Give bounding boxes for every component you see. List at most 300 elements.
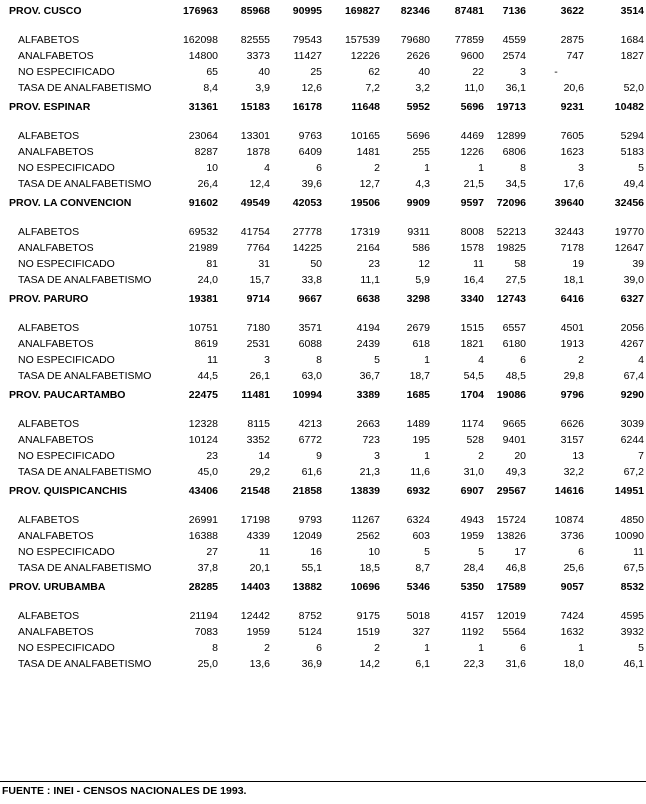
data-cell: 14 <box>258 450 270 462</box>
table-row <box>0 176 646 192</box>
data-cell: 12442 <box>240 610 270 622</box>
row-label: NO ESPECIFICADO <box>18 546 115 558</box>
data-cell: 52213 <box>496 226 526 238</box>
data-cell: 23064 <box>188 130 218 142</box>
province-name: PROV. PAUCARTAMBO <box>9 389 126 401</box>
row-label: NO ESPECIFICADO <box>18 642 115 654</box>
table-row <box>0 352 646 368</box>
data-cell: 1 <box>424 642 430 654</box>
data-cell: 157539 <box>344 34 380 46</box>
data-cell: 8,7 <box>415 562 430 574</box>
province-total-cell: 9909 <box>406 197 430 209</box>
data-cell: 6772 <box>298 434 322 446</box>
data-cell: 2574 <box>502 50 526 62</box>
data-cell: 19825 <box>496 242 526 254</box>
data-cell: 1481 <box>356 146 380 158</box>
row-label: NO ESPECIFICADO <box>18 162 115 174</box>
province-total-cell: 82346 <box>400 5 430 17</box>
data-cell: 21,5 <box>463 178 484 190</box>
spacer-row <box>0 22 646 32</box>
province-total-cell: 85968 <box>240 5 270 17</box>
data-cell: 27778 <box>292 226 322 238</box>
data-cell: 7178 <box>560 242 584 254</box>
data-cell: 9600 <box>460 50 484 62</box>
table-row <box>0 512 646 528</box>
row-label: TASA DE ANALFABETISMO <box>18 178 152 190</box>
province-total-cell: 19713 <box>496 101 526 113</box>
data-cell: 1 <box>578 642 584 654</box>
spacer-cell <box>0 598 646 608</box>
data-cell: 49,3 <box>505 466 526 478</box>
province-total-cell: 32456 <box>614 197 644 209</box>
province-total-cell: 91602 <box>188 197 218 209</box>
province-total-cell: 10482 <box>614 101 644 113</box>
data-cell: 14225 <box>292 242 322 254</box>
data-cell: 6 <box>316 162 322 174</box>
data-cell: 79543 <box>292 34 322 46</box>
data-cell: 6324 <box>406 514 430 526</box>
province-total-cell: 31361 <box>188 101 218 113</box>
data-cell: 19770 <box>614 226 644 238</box>
data-cell: 82555 <box>240 34 270 46</box>
data-cell: 3373 <box>246 50 270 62</box>
table-row <box>0 224 646 240</box>
data-cell: 7083 <box>194 626 218 638</box>
data-cell: 2562 <box>356 530 380 542</box>
data-cell: 6244 <box>620 434 644 446</box>
data-cell: 33,8 <box>301 274 322 286</box>
data-cell: 1 <box>424 450 430 462</box>
data-cell: 15,7 <box>249 274 270 286</box>
spacer-cell <box>0 502 646 512</box>
data-cell: 50 <box>310 258 322 270</box>
province-row <box>0 192 646 214</box>
spacer-cell <box>0 22 646 32</box>
row-label: ANALFABETOS <box>18 50 94 62</box>
data-cell: 4213 <box>298 418 322 430</box>
data-cell: 1913 <box>560 338 584 350</box>
data-cell: 29,2 <box>249 466 270 478</box>
data-cell: 19 <box>572 258 584 270</box>
province-total-cell: 10994 <box>292 389 322 401</box>
province-total-cell: 12743 <box>496 293 526 305</box>
data-cell: 13301 <box>240 130 270 142</box>
data-cell: 11267 <box>351 514 380 526</box>
table-row <box>0 32 646 48</box>
data-cell: 12,4 <box>249 178 270 190</box>
data-cell: 28,4 <box>463 562 484 574</box>
data-cell: 10165 <box>350 130 380 142</box>
data-cell: 15724 <box>496 514 526 526</box>
data-cell: 5 <box>638 162 644 174</box>
row-label: NO ESPECIFICADO <box>18 450 115 462</box>
data-cell: 10090 <box>614 530 644 542</box>
data-cell: 7 <box>638 450 644 462</box>
data-cell: 1821 <box>460 338 484 350</box>
data-cell: 48,5 <box>505 370 526 382</box>
data-cell: 27 <box>206 546 218 558</box>
province-name: PROV. CUSCO <box>9 5 82 17</box>
data-cell: 3,2 <box>415 82 430 94</box>
data-cell: 67,5 <box>623 562 644 574</box>
spacer-row <box>0 406 646 416</box>
data-cell: 21,3 <box>359 466 380 478</box>
province-total-cell: 6638 <box>356 293 380 305</box>
data-cell: 81 <box>206 258 218 270</box>
province-name: PROV. LA CONVENCION <box>9 197 132 209</box>
data-cell: 4,3 <box>415 178 430 190</box>
data-cell: 5294 <box>620 130 644 142</box>
data-cell: 2056 <box>620 322 644 334</box>
province-total-cell: 3622 <box>560 5 584 17</box>
province-row <box>0 384 646 406</box>
data-cell: 4559 <box>502 34 526 46</box>
province-total-cell: 43406 <box>188 485 218 497</box>
data-cell: 12 <box>418 258 430 270</box>
data-cell: 6557 <box>502 322 526 334</box>
data-cell: 41754 <box>240 226 270 238</box>
data-cell: 39,6 <box>301 178 322 190</box>
data-cell: 22 <box>472 66 484 78</box>
data-cell: 31,0 <box>463 466 484 478</box>
data-cell: 6626 <box>560 418 584 430</box>
row-label: NO ESPECIFICADO <box>18 66 115 78</box>
data-cell: 1489 <box>406 418 430 430</box>
data-cell: 18,5 <box>359 562 380 574</box>
table-row <box>0 128 646 144</box>
data-cell: 29,8 <box>563 370 584 382</box>
row-label: ALFABETOS <box>18 418 80 430</box>
data-cell: 10 <box>206 162 218 174</box>
data-cell: 14,2 <box>359 658 380 670</box>
province-total-cell: 13839 <box>350 485 380 497</box>
province-total-cell: 11481 <box>241 389 270 401</box>
data-cell: 1878 <box>246 146 270 158</box>
data-cell: 18,1 <box>563 274 584 286</box>
province-total-cell: 19506 <box>350 197 380 209</box>
table-row <box>0 64 646 80</box>
province-total-cell: 5696 <box>460 101 484 113</box>
province-row <box>0 0 646 22</box>
table-row <box>0 160 646 176</box>
data-cell: 4943 <box>460 514 484 526</box>
data-cell: 2679 <box>406 322 430 334</box>
data-cell: 55,1 <box>301 562 322 574</box>
data-cell: 3039 <box>620 418 644 430</box>
data-cell: 12,6 <box>301 82 322 94</box>
data-cell: 40 <box>418 66 430 78</box>
province-total-cell: 9290 <box>620 389 644 401</box>
data-cell: 12647 <box>614 242 644 254</box>
province-total-cell: 21548 <box>240 485 270 497</box>
province-row <box>0 576 646 598</box>
data-cell: 12899 <box>496 130 526 142</box>
data-cell: 45,0 <box>197 466 218 478</box>
province-total-cell: 5952 <box>406 101 430 113</box>
data-cell: 69532 <box>188 226 218 238</box>
data-cell: 9665 <box>502 418 526 430</box>
data-cell: 26,4 <box>197 178 218 190</box>
data-cell: 8 <box>316 354 322 366</box>
province-total-cell: 7136 <box>502 5 526 17</box>
row-label: ANALFABETOS <box>18 338 94 350</box>
row-label: ALFABETOS <box>18 226 80 238</box>
data-cell: 1515 <box>460 322 484 334</box>
spacer-row <box>0 118 646 128</box>
data-cell <box>586 64 646 80</box>
province-total-cell: 14951 <box>614 485 644 497</box>
province-total-cell: 14616 <box>554 485 584 497</box>
data-cell: 62 <box>368 66 380 78</box>
data-cell: 8752 <box>298 610 322 622</box>
data-cell: 6180 <box>502 338 526 350</box>
data-cell: 7180 <box>246 322 270 334</box>
data-cell: 1578 <box>460 242 484 254</box>
data-cell: 2 <box>264 642 270 654</box>
province-total-cell: 21858 <box>292 485 322 497</box>
province-total-cell: 17589 <box>496 581 526 593</box>
data-cell: 4501 <box>560 322 584 334</box>
data-cell: 3 <box>520 66 526 78</box>
data-cell: 1174 <box>461 418 484 430</box>
data-cell: 7605 <box>560 130 584 142</box>
data-cell: 195 <box>412 434 430 446</box>
data-cell: 7424 <box>560 610 584 622</box>
data-cell: 12226 <box>350 50 380 62</box>
data-cell: 12,7 <box>359 178 380 190</box>
source-note: FUENTE : INEI - CENSOS NACIONALES DE 1993. <box>2 785 247 797</box>
data-cell: 723 <box>362 434 380 446</box>
data-cell: 21989 <box>188 242 218 254</box>
row-label: TASA DE ANALFABETISMO <box>18 370 152 382</box>
data-cell: 3 <box>578 162 584 174</box>
data-cell: 1 <box>478 162 484 174</box>
data-cell: 49,4 <box>623 178 644 190</box>
spacer-cell <box>0 214 646 224</box>
data-cell: 1226 <box>460 146 484 158</box>
data-cell: 1684 <box>620 34 644 46</box>
row-label: ANALFABETOS <box>18 434 94 446</box>
row-label: ALFABETOS <box>18 322 80 334</box>
province-total-cell: 19381 <box>188 293 218 305</box>
data-cell: 6 <box>578 546 584 558</box>
data-cell: - <box>554 66 558 78</box>
data-cell: 67,2 <box>623 466 644 478</box>
data-cell: 20,6 <box>563 82 584 94</box>
data-cell: 747 <box>566 50 584 62</box>
data-cell: 1192 <box>461 626 484 638</box>
data-cell: 7764 <box>246 242 270 254</box>
data-cell: 9763 <box>298 130 322 142</box>
spacer-row <box>0 310 646 320</box>
data-cell: 618 <box>412 338 430 350</box>
table-row <box>0 368 646 384</box>
data-cell: 13 <box>572 450 584 462</box>
data-cell: 4194 <box>356 322 380 334</box>
row-label: ANALFABETOS <box>18 530 94 542</box>
province-total-cell: 3340 <box>460 293 484 305</box>
data-cell: 10874 <box>554 514 584 526</box>
data-cell: 11,1 <box>360 274 380 286</box>
province-total-cell: 9231 <box>560 101 584 113</box>
data-cell: 11,6 <box>410 466 430 478</box>
data-cell: 23 <box>206 450 218 462</box>
data-cell: 63,0 <box>301 370 322 382</box>
table-row <box>0 608 646 624</box>
table-row <box>0 656 646 672</box>
data-cell: 255 <box>412 146 430 158</box>
data-cell: 36,1 <box>505 82 526 94</box>
data-cell: 37,8 <box>197 562 218 574</box>
table-row <box>0 624 646 640</box>
data-cell: 6088 <box>298 338 322 350</box>
data-cell: 36,9 <box>301 658 322 670</box>
data-cell: 8115 <box>247 418 270 430</box>
table-row <box>0 416 646 432</box>
data-cell: 2 <box>374 162 380 174</box>
data-cell: 4 <box>264 162 270 174</box>
province-name: PROV. QUISPICANCHIS <box>9 485 128 497</box>
data-cell: 11 <box>259 546 270 558</box>
data-cell: 12049 <box>292 530 322 542</box>
province-total-cell: 169827 <box>344 5 380 17</box>
data-cell: 39,0 <box>623 274 644 286</box>
row-label: TASA DE ANALFABETISMO <box>18 562 152 574</box>
spacer-cell <box>0 310 646 320</box>
province-total-cell: 87481 <box>454 5 484 17</box>
data-cell: 11 <box>633 546 644 558</box>
province-total-cell: 9057 <box>560 581 584 593</box>
data-cell: 21194 <box>189 610 218 622</box>
province-name: PROV. ESPINAR <box>9 101 91 113</box>
table-row <box>0 640 646 656</box>
province-total-cell: 5350 <box>460 581 484 593</box>
data-cell: 9175 <box>356 610 380 622</box>
province-total-cell: 5346 <box>406 581 430 593</box>
data-cell: 14800 <box>188 50 218 62</box>
province-total-cell: 72096 <box>496 197 526 209</box>
data-cell: 22,3 <box>463 658 484 670</box>
spacer-cell <box>0 118 646 128</box>
data-cell: 1827 <box>620 50 644 62</box>
data-cell: 5124 <box>298 626 322 638</box>
data-cell: 8,4 <box>203 82 218 94</box>
data-cell: 1 <box>424 162 430 174</box>
data-cell: 9401 <box>502 434 526 446</box>
province-total-cell: 6327 <box>620 293 644 305</box>
data-cell: 26991 <box>188 514 218 526</box>
province-total-cell: 14403 <box>240 581 270 593</box>
table-row <box>0 256 646 272</box>
table-row <box>0 80 646 96</box>
data-cell: 4 <box>638 354 644 366</box>
data-cell: 36,7 <box>359 370 380 382</box>
data-cell: 1519 <box>356 626 380 638</box>
data-cell: 528 <box>466 434 484 446</box>
row-label: ALFABETOS <box>18 610 80 622</box>
data-cell: 26,1 <box>249 370 270 382</box>
data-cell: 46,8 <box>505 562 526 574</box>
data-cell: 16,4 <box>463 274 484 286</box>
province-name: PROV. PARURO <box>9 293 89 305</box>
data-cell: 5183 <box>620 146 644 158</box>
data-cell: 17319 <box>350 226 380 238</box>
data-cell: 25,6 <box>563 562 584 574</box>
table-row <box>0 144 646 160</box>
spacer-row <box>0 214 646 224</box>
province-name: PROV. URUBAMBA <box>9 581 106 593</box>
province-total-cell: 11648 <box>351 101 380 113</box>
data-cell: 586 <box>412 242 430 254</box>
data-cell: 10124 <box>188 434 218 446</box>
data-cell: 40 <box>258 66 270 78</box>
data-cell: 34,5 <box>505 178 526 190</box>
data-cell: 4850 <box>620 514 644 526</box>
data-cell: 8287 <box>194 146 218 158</box>
province-total-cell: 29567 <box>496 485 526 497</box>
footer-rule <box>0 781 646 782</box>
data-cell: 2531 <box>246 338 270 350</box>
data-cell: 5 <box>638 642 644 654</box>
row-label: ANALFABETOS <box>18 242 94 254</box>
data-cell: 16 <box>310 546 322 558</box>
data-cell: 32,2 <box>563 466 584 478</box>
data-cell: 4339 <box>246 530 270 542</box>
data-cell: 11 <box>207 354 218 366</box>
province-total-cell: 1704 <box>460 389 484 401</box>
data-cell: 8 <box>212 642 218 654</box>
province-total-cell: 15183 <box>240 101 270 113</box>
data-cell: 4157 <box>460 610 484 622</box>
table-row <box>0 544 646 560</box>
data-cell: 10751 <box>188 322 218 334</box>
province-total-cell: 13882 <box>292 581 322 593</box>
province-row <box>0 96 646 118</box>
spacer-row <box>0 502 646 512</box>
data-cell: 20 <box>514 450 526 462</box>
row-label: NO ESPECIFICADO <box>18 354 115 366</box>
province-total-cell: 3298 <box>406 293 430 305</box>
data-cell: 603 <box>412 530 430 542</box>
province-total-cell: 3389 <box>356 389 380 401</box>
data-cell: 4 <box>478 354 484 366</box>
data-cell: 61,6 <box>301 466 322 478</box>
data-cell: 10 <box>368 546 380 558</box>
data-cell: 39 <box>632 258 644 270</box>
province-total-cell: 6416 <box>560 293 584 305</box>
data-cell: 1 <box>424 354 430 366</box>
data-cell: 25 <box>310 66 322 78</box>
data-cell: 3,9 <box>255 82 270 94</box>
province-row <box>0 480 646 502</box>
table-row <box>0 528 646 544</box>
data-cell: 32443 <box>554 226 584 238</box>
province-total-cell: 9597 <box>460 197 484 209</box>
row-label: ANALFABETOS <box>18 626 94 638</box>
data-cell: 46,1 <box>623 658 644 670</box>
province-total-cell: 22475 <box>188 389 218 401</box>
table-row <box>0 336 646 352</box>
data-cell: 5564 <box>502 626 526 638</box>
data-cell: 13826 <box>496 530 526 542</box>
data-cell: 3157 <box>560 434 584 446</box>
data-cell: 17,6 <box>563 178 584 190</box>
province-total-cell: 49549 <box>240 197 270 209</box>
data-cell: 77859 <box>454 34 484 46</box>
data-cell: 6 <box>316 642 322 654</box>
data-cell: 9311 <box>407 226 430 238</box>
province-total-cell: 176963 <box>182 5 218 17</box>
